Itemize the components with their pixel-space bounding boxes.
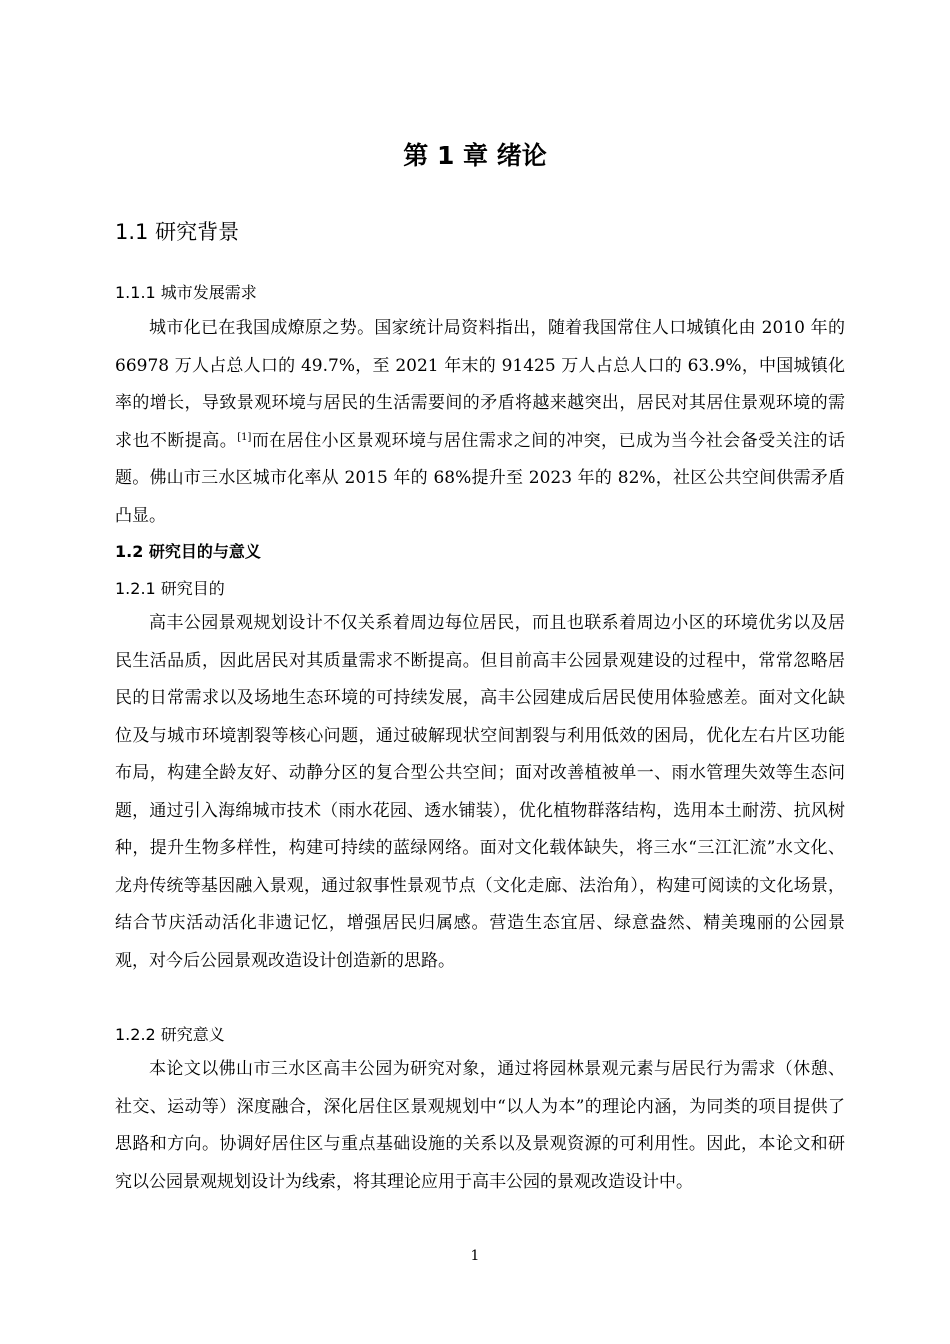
chapter-title: 第 1 章 绪论 xyxy=(403,141,547,170)
paragraph-text: 而在居住小区景观环境与居住需求之间的冲突，已成为当今社会备受关注的话题。佛山市三水区城市化率从 2015 年的 68%提升至 2023 年的 82%，社区公共空间供需矛盾凸显。 xyxy=(115,430,846,526)
paragraph-text: 城市化已在我国成燎原之势。国家统计局资料指出，随着我国常住人口城镇化由 2010 年的 66978 万人占总人口的 49.7%，至 2021 年末的 91425 万人占总人口的 63.9%，中国城镇化率的增长，导致景观环境与居民的生活需要间的矛盾将越来越突出，居民对其居住景观环境的需求也不断提高。 xyxy=(115,318,845,451)
paragraph-research-purpose: 高丰公园景观规划设计不仅关系着周边每位居民，而且也联系着周边小区的环境优劣以及居民生活品质，因此居民对其质量需求不断提高。但目前高丰公园景观建设的过程中，常常忽略居民的日常需求以及场地生态环境的可持续发展，高丰公园建成后居民使用体验感差。面对文化缺位及与城市环境割裂等核心问题，通过破解现状空间割裂与利用低效的困局，优化左右片区功能布局，构建全龄友好、动静分区的复合型公共空间；面对改善植被单一、雨水管理失效等生态问题，通过引入海绵城市技术（雨水花园、透水铺装），优化植物群落结构，选用本土耐涝、抗风树种，提升生物多样性，构建可持续的蓝绿网络。面对文化载体缺失，将三水“三江汇流”水文化、龙舟传统等基因融入景观，通过叙事性景观节点（文化走廊、法治角），构建可阅读的文化场景，结合节庆活动活化非遗记忆，增强居民归属感。营造生态宜居、绿意盎然、精美瑰丽的公园景观，对今后公园景观改造设计创造新的思路。 xyxy=(115,613,845,971)
paragraph-research-significance: 本论文以佛山市三水区高丰公园为研究对象，通过将园林景观元素与居民行为需求（休憩、社交、运动等）深度融合，深化居住区景观规划中“以人为本”的理论内涵，为同类的项目提供了思路和方向。协调好居住区与重点基础设施的关系以及景观资源的可利用性。因此，本论文和研究以公园景观规划设计为线索，将其理论应用于高丰公园的景观改造设计中。 xyxy=(115,1059,845,1192)
section-heading-1-1: 1.1 研究背景 xyxy=(115,220,240,244)
page-number: 1 xyxy=(470,1248,480,1264)
section-heading-1-2-2: 1.2.2 研究意义 xyxy=(115,1025,225,1044)
section-heading-1-2: 1.2 研究目的与意义 xyxy=(115,542,261,561)
section-heading-1-1-1: 1.1.1 城市发展需求 xyxy=(115,283,257,302)
section-heading-1-2-1: 1.2.1 研究目的 xyxy=(115,579,225,598)
paragraph-urban-development xyxy=(115,310,845,535)
citation-1[interactable]: [1] xyxy=(237,431,252,443)
